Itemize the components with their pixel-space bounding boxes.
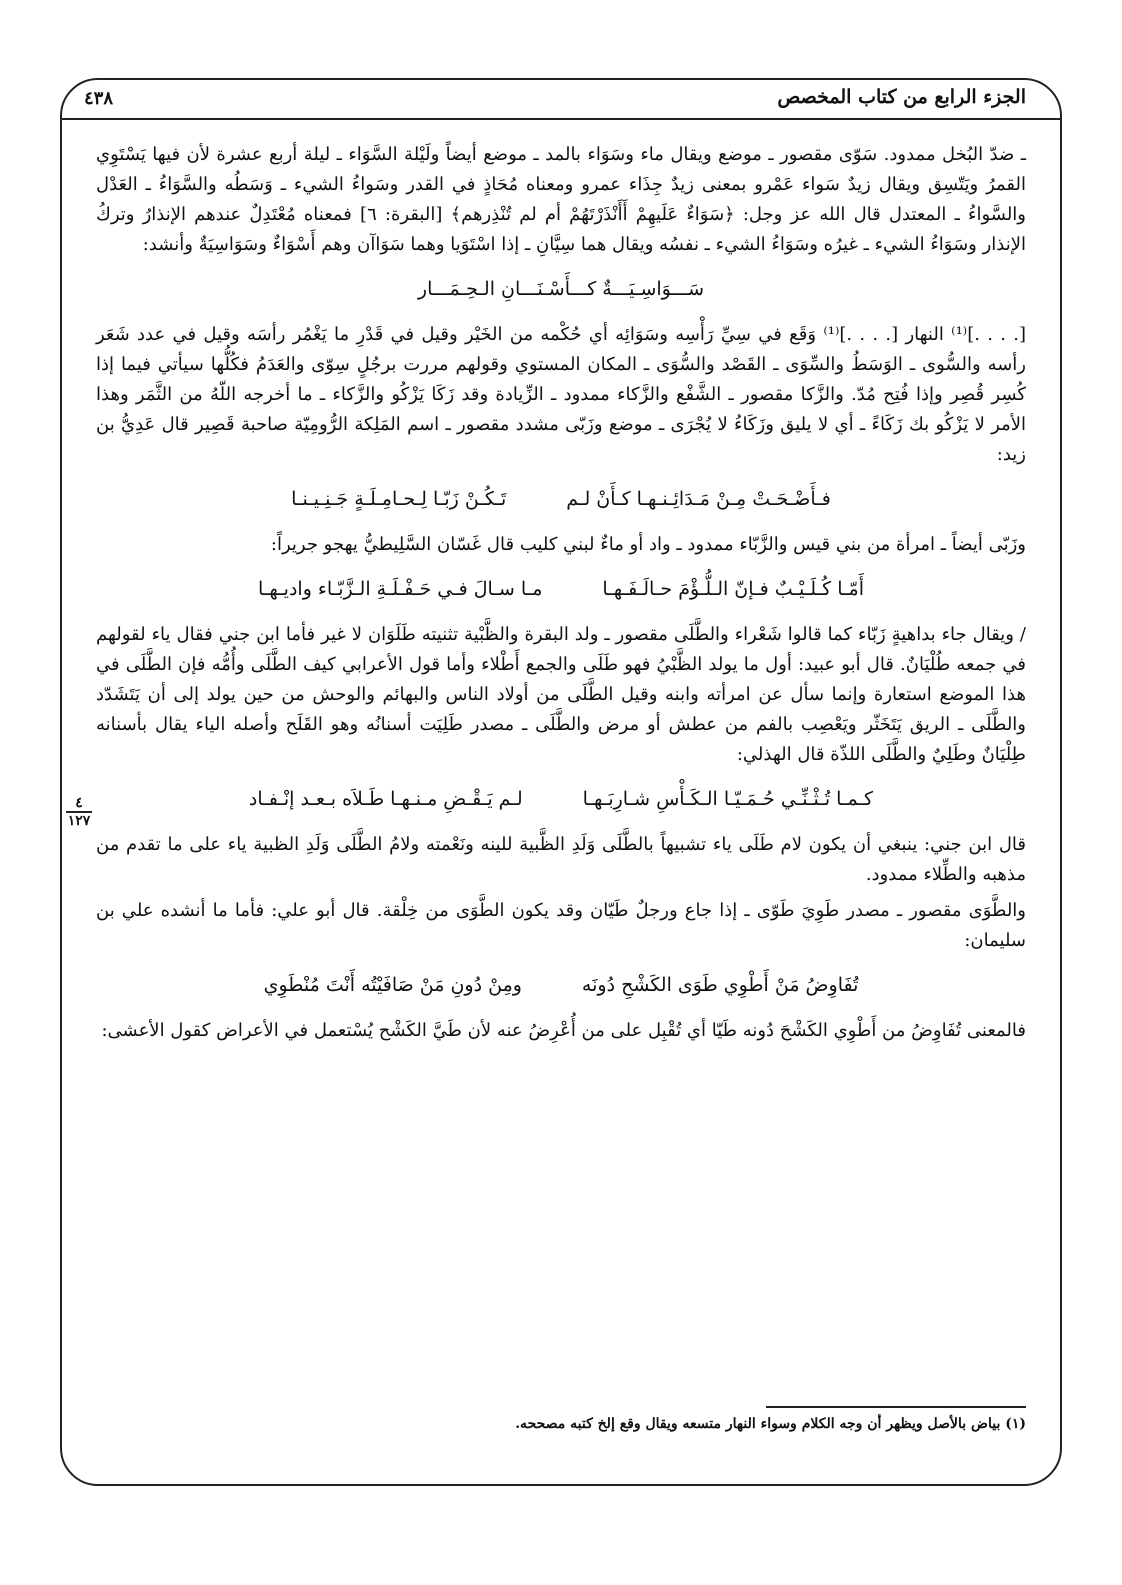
verse-2: [96, 484, 1026, 514]
verse-5: [96, 970, 1026, 1000]
paragraph-3: وزَبّى أيضاً ـ امرأة من بني قيس والزَّبّاء ممدود ـ واد أو ماءٌ لبني كليب قال غَسّان السَّلِيطيُّ يهجو جريراً:: [270, 534, 1026, 555]
verse-3: [96, 574, 1026, 604]
page-number: ٤٣٨: [84, 88, 114, 109]
footnote-rule: [766, 1406, 1026, 1408]
main-text: [96, 140, 1026, 1052]
margin-ref-bottom: ١٢٧: [67, 813, 91, 829]
verse-1-text: سَـــوَاسِـيَـــةٌ كـــأَسْـنَـــانِ الـحِـمَـــار: [417, 278, 705, 300]
paragraph-7: فالمعنى تُفَاوِضُ من أَطْوِي الكَشْحَ دُونه طَيّا أي تُقْبِل على من أُعْرِضُ عنه لأن طَيَّ الكَشْح يُسْتعمل في الأعراض كقول الأعشى:: [101, 1020, 1026, 1041]
paragraph-4: / ويقال جاء بداهيةٍ زَبّاء كما قالوا شَعْراء والطَّلَى مقصور ـ ولد البقرة والظَّبْية تثنيته طَلَوَان لا غير فأما ابن جني فقال ياء لقولهم في جمعه طُلْيَانٌ. قال أبو عبيد: أول ما يولد الظَّبْيُ فهو طَلَى والجمع أَطْلاء وأما قول الأعرابي كيف الطَّلَى وأُمُّه فإن الطَّلَى في هذا الموضع استعارة وإنما سأل عن امرأته وابنه وقيل الطَّلَى من أولاد الناس والبهائم والوحش من حين يولد إلى أن يَتَشَدّد والطَّلَى ـ الريق يَتَخَثّر ويَعْصِب بالفم من عطش أو مرض والطَّلَى ـ مصدر طَلِيَت أسنانُه وهو القَلَح وأصله الياء يقال بأسنانه طِلْيَانٌ وطَلِيٌ والطَّلَى اللذّة قال الهذلي:: [96, 624, 1026, 765]
paragraph-5: قال ابن جني: ينبغي أن يكون لام طَلَى ياء تشبيهاً بالطَّلَى وَلَدِ الظَّبية للينه ونَعْمته ولامُ الطَّلَى وَلَدِ الظبية ياء على ما تقدم من مذهبه والطِّلاء ممدود.: [96, 834, 1026, 885]
verse-2-second-hemistich: تَـكُـنْ زَبّـا لِـحـامِـلَـةٍ جَـنِـيـنـا: [291, 488, 507, 510]
footnote: (١) بياض بالأصل ويظهر أن وجه الكلام وسواء النهار متسعه ويقال وقع إلخ كتبه مصححه.: [515, 1416, 1026, 1432]
verse-5-first-hemistich: تُفَاوِضُ مَنْ أَطْوِي طَوَى الكَشْحِ دُونَه: [581, 974, 859, 996]
verse-4-first-hemistich: كـمـا تُـثْـنِّـي حُـمَـيّـا الـكَـأْسِ شـارِبَـهـا: [582, 788, 874, 810]
margin-page-ref: [66, 795, 92, 829]
header-rule: [60, 118, 1062, 120]
verse-5-second-hemistich: ومِنْ دُونِ مَنْ صَافَيْتُه أَنْتَ مُنْطَوِي: [263, 974, 522, 996]
verse-4-second-hemistich: لـم يَـقْـضِ مـنـهـا طَـلاَه بـعـد إنْـفـاد: [248, 788, 523, 810]
verse-4: [96, 784, 1026, 814]
paragraph-2: [. . . .]⁽¹⁾ النهار [. . . .]⁽¹⁾ وَقَع في سِيِّ رَأْسِه وسَوَائِه أي حُكْمه من الخَيْر وقيل في قَدْرِ ما يَغْمُر رأسَه وقيل في عدد شَعَر رأسه والسُّوى ـ الوَسَطُ والسِّوَى ـ القَصْد والسُّوَى ـ المكان المستوي وقولهم مررت برجُلٍ سِوّى والعَدَمُ فكُلُّها سيأتي فيما إذا كُسِر قُصِر وإذا فُتِح مُدّ. والزَّكا مقصور ـ الشَّفْع والزَّكاء ممدود ـ الزِّيادة وقد زَكَا يَزْكُو والزَّكاء ـ ما أخرجه اللّهُ من الثَّمَر وهذا الأمر لا يَزْكُو بك زَكَاءً ـ أي لا يليق وزَكَاءُ لا يُجْرَى ـ موضع وزَبّى مشدد مقصور ـ اسم المَلِكة الرُّومِيّة صاحبة قَصِير قال عَدِيُّ بن زيد:: [96, 324, 1026, 465]
running-title: الجزء الرابع من كتاب المخصص: [777, 86, 1026, 108]
verse-1: [96, 274, 1026, 304]
verse-3-second-hemistich: مـا سـالَ فـي حَـفْـلَـةِ الـزَّبّـاء واديـهـا: [258, 578, 543, 600]
paragraph-6: والطَّوَى مقصور ـ مصدر طَوِيَ طَوّى ـ إذا جاع ورجلٌ طَيّان وقد يكون الطَّوَى من خِلْقة. قال أبو علي: فأما ما أنشده علي بن سليمان:: [96, 900, 1026, 951]
verse-3-first-hemistich: أَمّـا كُـلَـيْـبٌ فـإنّ الـلُّـؤْمَ حـالَـفَـهـا: [602, 578, 865, 600]
paragraph-1: ـ ضدّ البُخل ممدود. سَوّى مقصور ـ موضع ويقال ماء وسَوَاء بالمد ـ موضع أيضاً ولَيْلة السَّوَاء ـ ليلة أربع عشرة لأن فيها يَسْتَوِي القمرُ ويَتّسِق ويقال زيدٌ سَواء عَمْرو بمعنى زيدٌ جِذَاء عمرو ومعناه مُحَاذٍ في القدر وسَواءُ الشيء ـ وَسَطُه والسَّوَاءُ ـ العَدْل والسَّواءُ ـ المعتدل قال الله عز وجل: ﴿سَوَاءٌ عَلَيهِمْ أَأَنْذَرْتَهُمْ أم لم تُنْذِرهم﴾ [البقرة: ٦] فمعناه مُعْتَدِلٌ عندهم الإنذارُ وتركُ الإنذار وسَوَاءُ الشيء ـ غيرُه وسَوَاءُ الشيء ـ نفسُه ويقال هما سِيَّانِ ـ إذا اسْتَوَيا وهما سَوَاآن وهم أَسْوَاءٌ وسَوَاسِيَةٌ وأنشد:: [96, 144, 1027, 255]
verse-2-first-hemistich: فـأَضْـحَـتْ مِـنْ مَـدَائِـنـهـا كـأَنْ لـم: [566, 488, 831, 510]
margin-ref-top: ٤: [75, 795, 83, 811]
